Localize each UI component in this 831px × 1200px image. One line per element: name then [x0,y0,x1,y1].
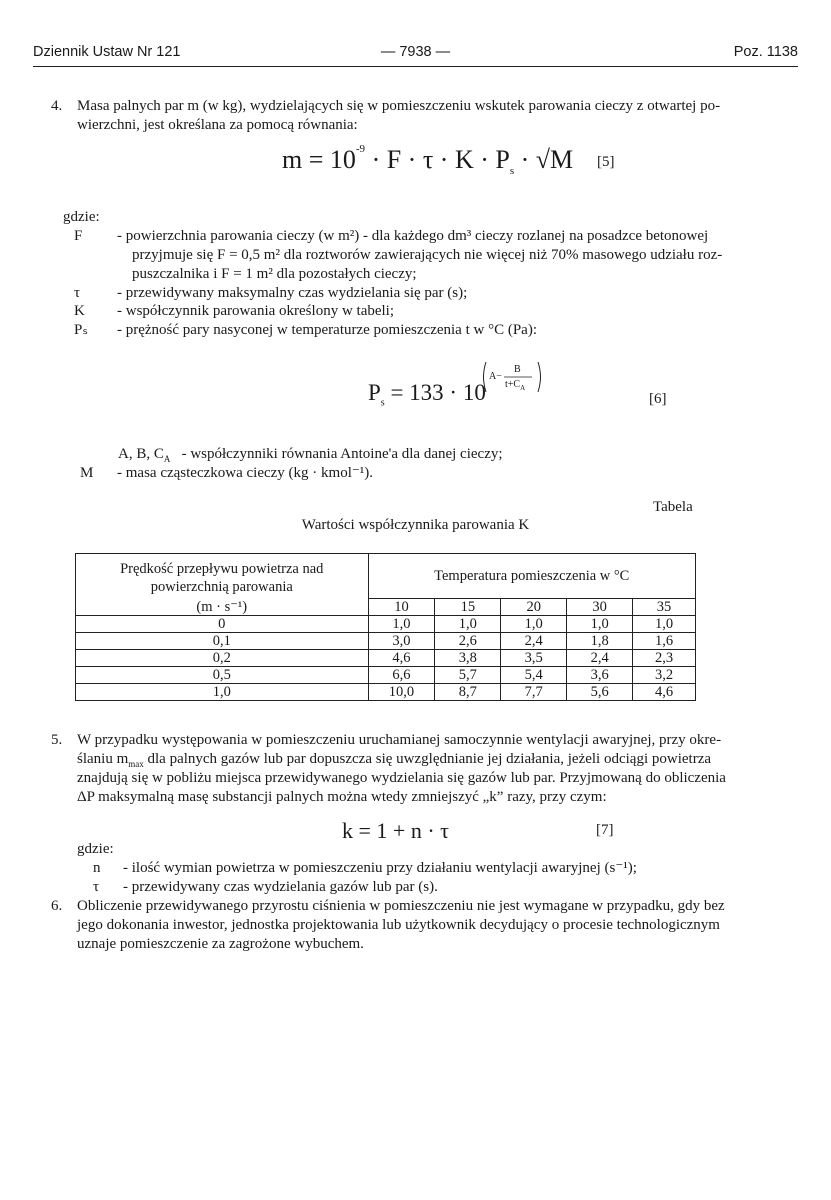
def-tau2-symbol: τ [93,879,100,895]
speed-unit: (m · s⁻¹) [76,599,369,616]
def-K-text: - współczynnik parowania określony w tabeli; [117,303,395,319]
def-F-line-2: przyjmuje się F = 0,5 m² dla roztworów zawierających nie więcej niż 70% masowego udziału roz- [132,247,723,263]
item-5-line-4: ΔP maksymalną masę substancji palnych można wtedy zmniejszyć „k” razy, przy czym: [77,789,607,805]
def-tau2-text: - przewidywany czas wydzielania gazów lub par (s). [123,879,438,895]
item-4-number: 4. [51,98,63,114]
where-label: gdzie: [63,209,100,225]
table-row: 0,1 3,0 2,6 2,4 1,8 1,6 [76,633,696,650]
formula-5-number: [5] [597,154,615,170]
def-M-text: - masa cząsteczkowa cieczy (kg · kmol⁻¹). [117,465,374,481]
def-K-symbol: K [74,303,85,319]
item-6-line-1: Obliczenie przewidywanego przyrostu ciśnienia w pomieszczeniu nie jest wymagane w przypadku, gdy bez [77,898,725,914]
formula-7-number: [7] [596,822,614,838]
item-6-line-2: jego dokonania inwestor, jednostka projektowania lub użytkownik decydujący o procesie technologicznym [77,917,720,933]
temp-col: 10 [368,599,435,616]
def-n-text: - ilość wymian powietrza w pomieszczeniu przy działaniu wentylacji awaryjnej (s⁻¹); [123,860,637,876]
def-tau-symbol: τ [74,285,81,301]
def-F-symbol: F [74,228,83,244]
def-Ps-text: - prężność pary nasyconej w temperaturze pomieszczenia t w °C (Pa): [117,322,537,338]
item-4-line-1: Masa palnych par m (w kg), wydzielających się w pomieszczeniu wskutek parowania cieczy z otwartej po- [77,98,721,114]
item-6-line-3: uznaje pomieszczenie za zagrożone wybuchem. [77,936,364,952]
temp-col: 30 [567,599,633,616]
def-F-line-3: puszczalnika i F = 1 m² dla pozostałych cieczy; [132,266,417,282]
def-F-line-1: - powierzchnia parowania cieczy (w m²) - dla każdego dm³ cieczy rozlanej na posadzce betonowej [117,228,709,244]
position-number: Poz. 1138 [733,44,798,60]
formula-6: $P_s = 133 \cdot 10$ [368,380,486,409]
def-Ps-symbol: Pₛ [74,322,88,338]
evaporation-coefficient-table [75,553,696,701]
formula-7: k = 1 + n · τ [342,818,449,843]
def-antoine: A, B, $C_A$ - współczynniki równania Antoine'a dla danej cieczy; [118,446,503,464]
formula-5: $m = 10^{-9} \cdot F \cdot \tau \cdot K \cdot P_s \cdot √M$ [282,143,574,178]
table-row: 0,2 4,6 3,8 3,5 2,4 2,3 [76,650,696,667]
item-5-number: 5. [51,732,63,748]
table-row: 0,5 6,6 5,7 5,4 3,6 3,2 [76,667,696,684]
item-5-line-2: ślaniu $m_{max}$ dla palnych gazów lub par dopuszcza się uwzględnianie jej działania, jeżeli odciągi powietrza [77,751,712,769]
page-number: — 7938 — [380,44,451,60]
table-label: Tabela [653,499,693,515]
def-M-symbol: M [80,465,94,481]
temp-col: 15 [435,599,501,616]
journal-title: Dziennik Ustaw Nr 121 [33,44,181,60]
temp-col: 35 [633,599,696,616]
temp-col: 20 [501,599,567,616]
formula-6-number: [6] [649,391,667,407]
temperature-header: Temperatura pomieszczenia w °C [368,554,696,599]
item-6-number: 6. [51,898,63,914]
item-5-line-3: znajdują się w pobliżu miejsca przewidywanego wydzielania się gazów lub par. Przyjmowaną do obliczenia [77,770,726,786]
table-row: 1,0 10,0 8,7 7,7 5,6 4,6 [76,684,696,701]
table-row: 0 1,0 1,0 1,0 1,0 1,0 [76,616,696,633]
def-n-symbol: n [93,860,101,876]
formula-6-exponent: A− B $t+C_A$ [480,360,544,394]
table-title: Wartości współczynnika parowania K [301,517,530,533]
item-5-where-label: gdzie: [77,841,114,857]
def-tau-text: - przewidywany maksymalny czas wydzielania się par (s); [117,285,468,301]
page-header [33,44,798,67]
item-5-line-1: W przypadku występowania w pomieszczeniu uruchamianej samoczynnie wentylacji awaryjnej, przy okre- [77,732,722,748]
speed-header: Prędkość przepływu powietrza nad powierzchnią parowania [76,554,369,599]
item-4-line-2: wierzchni, jest określana za pomocą równania: [77,117,358,133]
